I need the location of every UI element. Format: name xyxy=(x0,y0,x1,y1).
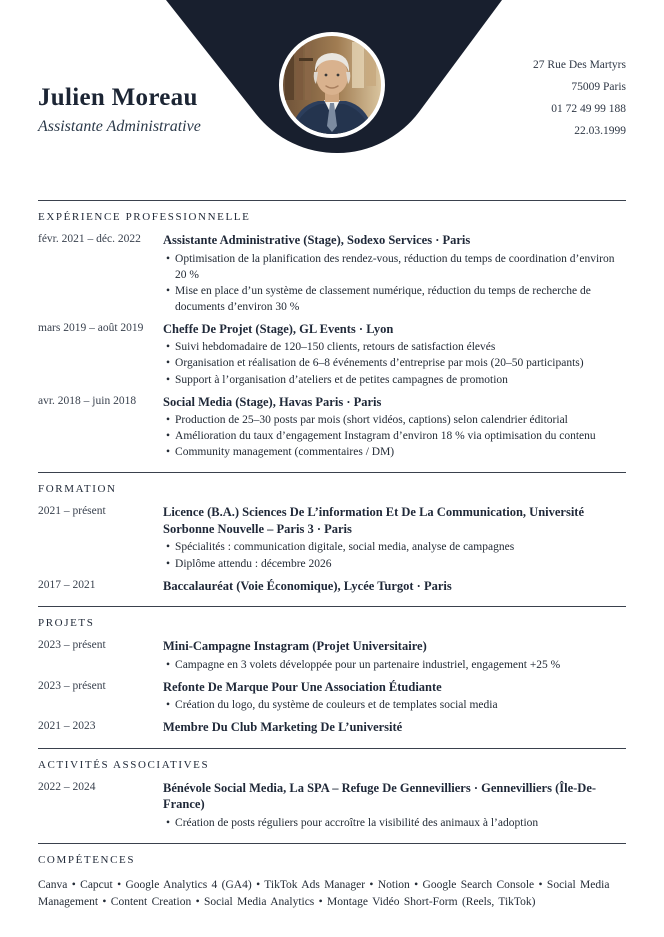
bullet-text: Création de posts réguliers pour accroître la visibilité des animaux à l’adoption xyxy=(175,816,539,829)
cv-header xyxy=(0,0,664,200)
entry-content xyxy=(163,578,626,595)
entry-title: Cheffe De Projet (Stage), GL Events · Lyon xyxy=(163,321,394,336)
entry-content xyxy=(163,679,626,714)
experience-entry xyxy=(38,232,626,315)
entry-date: 2017 – 2021 xyxy=(38,578,96,591)
bullet-text: Campagne en 3 volets développée pour un partenaire industriel, engagement +25 % xyxy=(175,658,561,671)
bullet-list xyxy=(163,251,626,315)
entry-content xyxy=(163,504,626,571)
bullet-icon: • xyxy=(166,816,171,829)
list-item xyxy=(163,815,626,831)
bullet-text: Amélioration du taux d’engagement Instagram d’environ 18 % via optimisation du contenu xyxy=(175,430,596,443)
contact-block xyxy=(533,54,626,142)
section-heading: EXPÉRIENCE PROFESSIONNELLE xyxy=(38,211,251,223)
projet-entry xyxy=(38,719,626,736)
projet-entry xyxy=(38,638,626,673)
entry-content xyxy=(163,719,626,736)
section-heading: ACTIVITÉS ASSOCIATIVES xyxy=(38,758,210,771)
entry-title: Assistante Administrative (Stage), Sodexo Services · Paris xyxy=(163,233,471,247)
contact-birthdate: 22.03.1999 xyxy=(574,125,626,137)
contact-address-line2: 75009 Paris xyxy=(571,81,626,93)
bullet-icon: • xyxy=(166,341,171,354)
bullet-icon: • xyxy=(166,373,171,386)
bullet-icon: • xyxy=(166,430,171,443)
bullet-icon: • xyxy=(166,284,171,297)
section-activites xyxy=(38,748,626,831)
entry-content xyxy=(163,321,626,388)
formation-entry xyxy=(38,504,626,571)
list-item xyxy=(163,697,626,713)
person-name: Julien Moreau xyxy=(38,84,198,111)
formation-entry xyxy=(38,578,626,595)
bullet-text: Création du logo, du système de couleurs et de templates social media xyxy=(175,699,498,712)
entry-content xyxy=(163,780,626,831)
section-experience xyxy=(38,200,626,460)
cv-body xyxy=(38,200,626,911)
bullet-list xyxy=(163,697,626,713)
entry-date: 2023 – présent xyxy=(38,679,106,692)
section-heading: PROJETS xyxy=(38,617,95,630)
list-item xyxy=(163,444,626,460)
list-item xyxy=(163,657,626,673)
portrait-illustration xyxy=(283,36,381,134)
skills-list: Canva • Capcut • Google Analytics 4 (GA4) • TikTok Ads Manager • Notion • Google Search Console • Social Media Management • Content Creation • Social Media Analytics • Montage Vidéo Short-Form (Reels, TikTok) xyxy=(38,879,610,909)
section-competences xyxy=(38,843,626,911)
profile-photo xyxy=(279,32,385,138)
entry-title: Bénévole Social Media, La SPA – Refuge De Gennevilliers · Gennevilliers (Île-De-France) xyxy=(163,780,597,812)
contact-phone: 01 72 49 99 188 xyxy=(551,103,626,115)
bullet-icon: • xyxy=(166,414,171,427)
entry-content xyxy=(163,394,626,461)
bullet-text: Suivi hebdomadaire de 120–150 clients, retours de satisfaction élevés xyxy=(175,341,496,354)
bullet-list xyxy=(163,657,626,673)
list-item xyxy=(163,355,626,371)
bullet-list xyxy=(163,339,626,387)
entry-title: Social Media (Stage), Havas Paris · Paris xyxy=(163,394,382,409)
bullet-list xyxy=(163,815,626,831)
entry-content xyxy=(163,638,626,673)
list-item xyxy=(163,372,626,388)
bullet-text: Community management (commentaires / DM) xyxy=(175,446,395,459)
bullet-icon: • xyxy=(166,557,171,570)
entry-date: 2023 – présent xyxy=(38,639,106,652)
person-role: Assistante Administrative xyxy=(38,118,201,135)
bullet-icon: • xyxy=(166,699,171,712)
experience-entry xyxy=(38,394,626,461)
list-item xyxy=(163,539,626,555)
entry-date: 2022 – 2024 xyxy=(38,780,96,793)
entry-date: avr. 2018 – juin 2018 xyxy=(38,394,137,407)
bullet-icon: • xyxy=(166,658,171,671)
entry-title: Licence (B.A.) Sciences De L’information Et De La Communication, Université Sorbonne Nouvelle – Paris 3 · Paris xyxy=(163,505,585,536)
bullet-text: Optimisation de la planification des rendez-vous, réduction du temps de coordination d’environ 20 % xyxy=(175,252,615,281)
list-item xyxy=(163,556,626,572)
entry-date: 2021 – 2023 xyxy=(38,720,96,733)
bullet-text: Organisation et réalisation de 6–8 événements d’entreprise par mois (20–50 participants) xyxy=(175,357,584,370)
list-item xyxy=(163,283,626,315)
list-item xyxy=(163,339,626,355)
bullet-list xyxy=(163,412,626,460)
list-item xyxy=(163,412,626,428)
list-item xyxy=(163,428,626,444)
bullet-list xyxy=(163,539,626,571)
projet-entry xyxy=(38,679,626,714)
bullet-icon: • xyxy=(166,446,171,459)
activite-entry xyxy=(38,780,626,831)
section-heading: FORMATION xyxy=(38,483,117,496)
entry-title: Baccalauréat (Voie Économique), Lycée Turgot · Paris xyxy=(163,578,452,593)
bullet-text: Production de 25–30 posts par mois (short vidéos, captions) selon calendrier éditorial xyxy=(175,414,568,427)
entry-title: Refonte De Marque Pour Une Association Étudiante xyxy=(163,679,442,694)
entry-title: Mini-Campagne Instagram (Projet Universitaire) xyxy=(163,639,427,654)
entry-date: févr. 2021 – déc. 2022 xyxy=(38,233,141,245)
bullet-icon: • xyxy=(166,541,171,554)
contact-address-line1: 27 Rue Des Martyrs xyxy=(533,59,626,71)
section-projets xyxy=(38,606,626,736)
entry-content xyxy=(163,232,626,315)
bullet-icon: • xyxy=(166,357,171,370)
bullet-text: Spécialités : communication digitale, social media, analyse de campagnes xyxy=(175,541,515,554)
bullet-icon: • xyxy=(166,252,171,265)
entry-date: 2021 – présent xyxy=(38,505,106,518)
section-heading: COMPÉTENCES xyxy=(38,853,136,866)
entry-date: mars 2019 – août 2019 xyxy=(38,321,144,334)
experience-entry xyxy=(38,321,626,388)
list-item xyxy=(163,251,626,283)
section-formation xyxy=(38,472,626,594)
entry-title: Membre Du Club Marketing De L’université xyxy=(163,720,403,735)
bullet-text: Diplôme attendu : décembre 2026 xyxy=(175,557,332,570)
bullet-text: Support à l’organisation d’ateliers et de petites campagnes de promotion xyxy=(175,373,508,386)
bullet-text: Mise en place d’un système de classement numérique, réduction du temps de recherche de documents d’environ 30 % xyxy=(175,284,591,313)
